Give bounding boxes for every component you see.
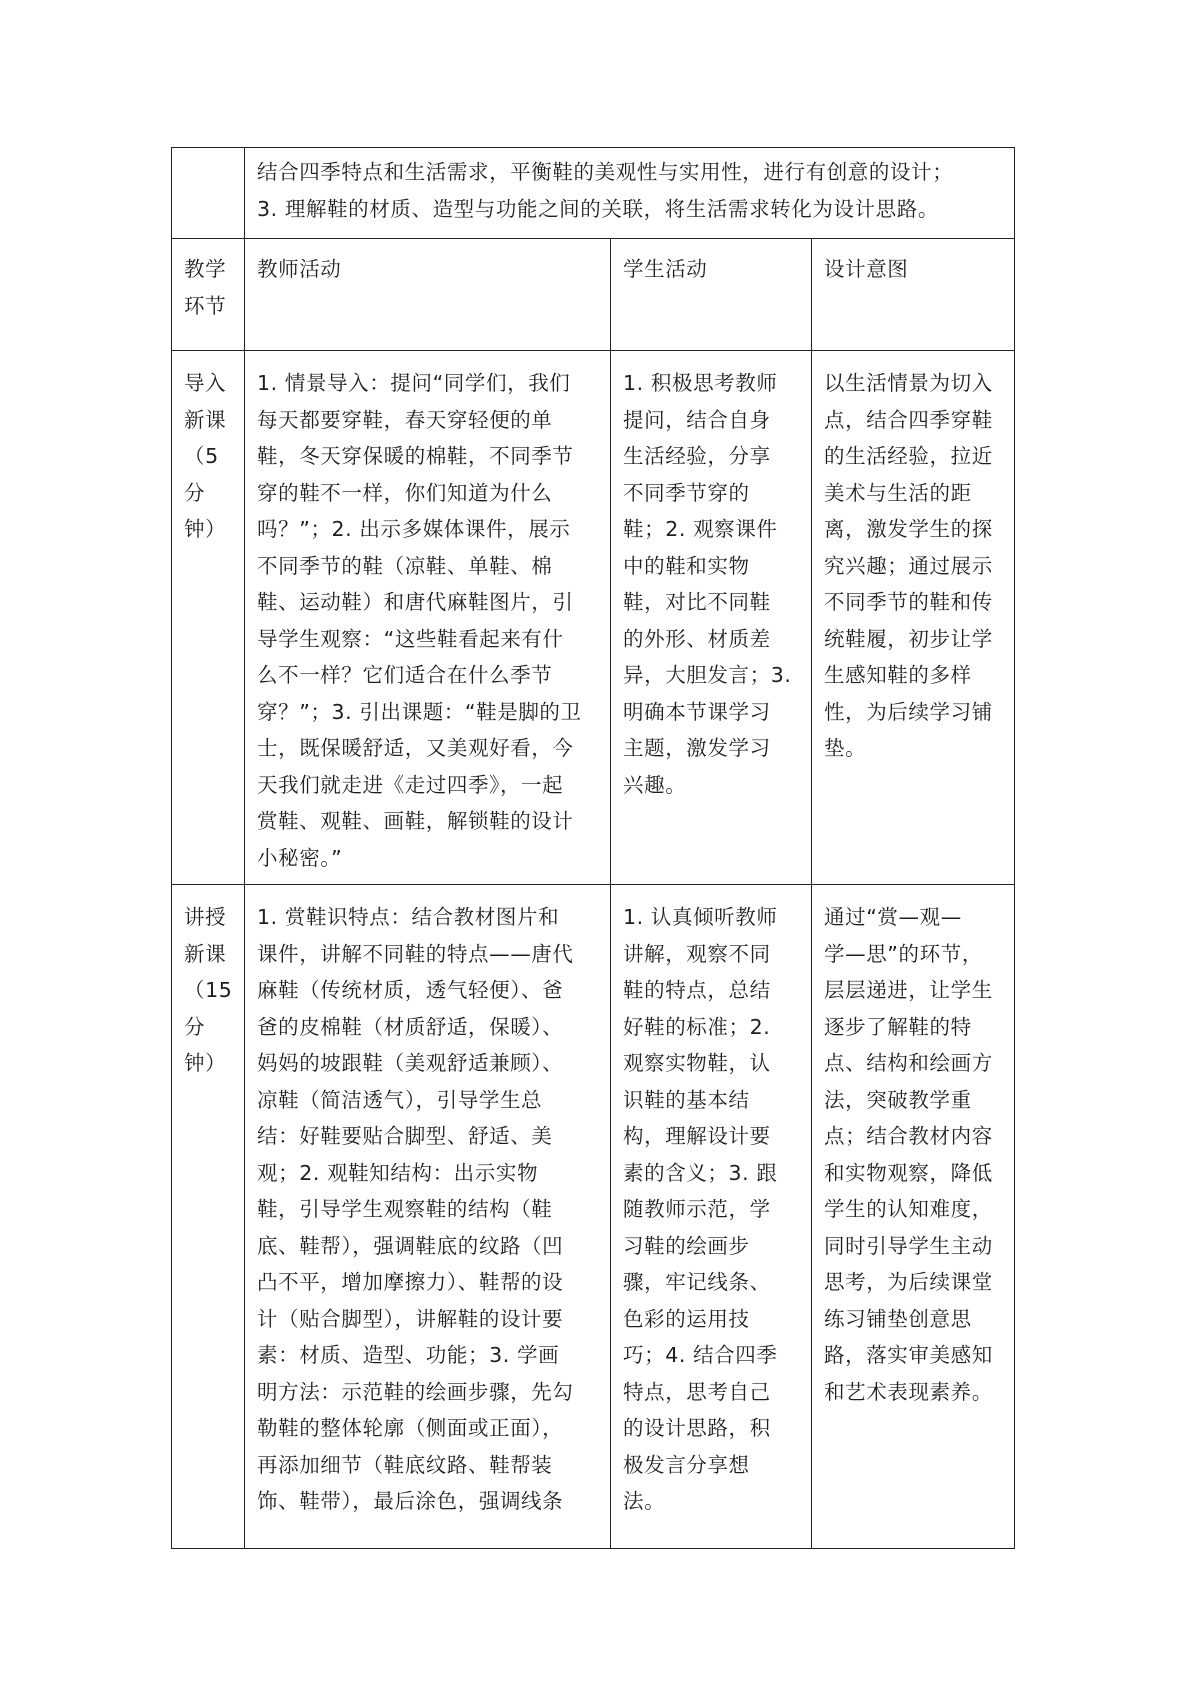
design-intent-line: 生感知鞋的多样 bbox=[824, 663, 972, 687]
student-activity-line: 鞋，对比不同鞋 bbox=[623, 590, 771, 614]
student-activity-line: 好鞋的标准；2. bbox=[623, 1014, 771, 1039]
design-intent-line: 层层递进，让学生 bbox=[824, 978, 993, 1002]
teacher-activity-line: 小秘密。” bbox=[257, 845, 343, 870]
design-intent-line: 逐步了解鞋的特 bbox=[824, 1014, 972, 1039]
student-activity-line: 讲解，观察不同 bbox=[623, 941, 771, 966]
teacher-activity-cell bbox=[245, 885, 611, 1549]
teacher-activity-line: 导学生观察：“这些鞋看起来有什 bbox=[257, 626, 564, 651]
stage-line: 钟） bbox=[184, 1051, 227, 1075]
design-intent-line: 通过“赏—观— bbox=[824, 905, 962, 929]
design-intent-cell bbox=[812, 885, 1015, 1549]
teacher-activity-line: 1. 情景导入：提问“同学们，我们 bbox=[257, 371, 571, 395]
student-activity-line: 1. 积极思考教师 bbox=[623, 371, 778, 395]
header-teacher-label: 教师活动 bbox=[257, 257, 342, 281]
student-activity-line: 提问，结合自身 bbox=[623, 407, 771, 432]
teacher-activity-line: 凉鞋（简洁透气），引导学生总 bbox=[257, 1087, 543, 1112]
design-intent-line: 和艺术表现素养。 bbox=[824, 1379, 993, 1404]
student-activity-line: 极发言分享想 bbox=[623, 1452, 750, 1477]
teacher-activity-line: 饰、鞋带），最后涂色，强调线条 bbox=[257, 1489, 564, 1513]
teacher-activity-line: 士，既保暖舒适，又美观好看，今 bbox=[257, 736, 574, 760]
lesson-plan-table bbox=[171, 147, 1015, 1549]
header-stage-line: 教学 bbox=[184, 257, 227, 281]
stage-line: 分 bbox=[184, 1014, 206, 1039]
student-activity-line: 鞋；2. 观察课件 bbox=[623, 517, 778, 541]
header-student-cell bbox=[611, 239, 812, 351]
teacher-activity-line: 吗？”；2. 出示多媒体课件，展示 bbox=[257, 517, 571, 541]
stage-line: 新课 bbox=[184, 407, 227, 432]
student-activity-line: 习鞋的绘画步 bbox=[623, 1233, 750, 1258]
teacher-activity-line: 鞋，冬天穿保暖的棉鞋，不同季节 bbox=[257, 444, 574, 468]
teacher-activity-line: 天我们就走进《走过四季》，一起 bbox=[257, 772, 564, 797]
header-student-label: 学生活动 bbox=[623, 257, 708, 281]
student-activity-line: 兴趣。 bbox=[623, 772, 687, 797]
student-activity-line: 法。 bbox=[623, 1489, 666, 1513]
design-intent-line: 的生活经验，拉近 bbox=[824, 444, 993, 468]
student-activity-line: 随教师示范，学 bbox=[623, 1197, 771, 1221]
design-intent-line: 同时引导学生主动 bbox=[824, 1233, 993, 1258]
teacher-activity-line: 观；2. 观鞋知结构：出示实物 bbox=[257, 1160, 539, 1185]
design-intent-line: 究兴趣；通过展示 bbox=[824, 553, 993, 578]
stage-line: 讲授 bbox=[184, 905, 227, 929]
design-intent-line: 思考，为后续课堂 bbox=[824, 1270, 993, 1294]
stage-line: （15 bbox=[184, 978, 233, 1002]
teacher-activity-cell bbox=[245, 351, 611, 885]
teacher-activity-line: 麻鞋（传统材质，透气轻便）、爸 bbox=[257, 978, 564, 1002]
student-activity-line: 生活经验，分享 bbox=[623, 444, 771, 468]
student-activity-line: 鞋的特点，总结 bbox=[623, 978, 771, 1002]
teacher-activity-line: 穿？”；3. 引出课题：“鞋是脚的卫 bbox=[257, 699, 582, 724]
student-activity-line: 的外形、材质差 bbox=[623, 626, 771, 651]
student-activity-cell bbox=[611, 351, 812, 885]
header-teacher-cell bbox=[245, 239, 611, 351]
teacher-activity-line: 课件，讲解不同鞋的特点——唐代 bbox=[257, 941, 574, 966]
student-activity-line: 1. 认真倾听教师 bbox=[623, 905, 778, 929]
teacher-activity-line: 赏鞋、观鞋、画鞋，解锁鞋的设计 bbox=[257, 809, 574, 833]
design-intent-line: 以生活情景为切入 bbox=[824, 371, 993, 395]
teacher-activity-line: 计（贴合脚型），讲解鞋的设计要 bbox=[257, 1306, 564, 1331]
student-activity-line: 的设计思路，积 bbox=[623, 1416, 771, 1440]
student-activity-line: 主题，激发学习 bbox=[623, 736, 771, 760]
student-activity-line: 构，理解设计要 bbox=[623, 1124, 771, 1148]
design-intent-line: 练习铺垫创意思 bbox=[824, 1306, 972, 1331]
design-intent-cell bbox=[812, 351, 1015, 885]
student-activity-line: 观察实物鞋，认 bbox=[623, 1051, 771, 1075]
teacher-activity-line: 妈妈的坡跟鞋（美观舒适兼顾）、 bbox=[257, 1051, 564, 1075]
teacher-activity-line: 勒鞋的整体轮廓（侧面或正面）， bbox=[257, 1416, 564, 1440]
stage-line: 新课 bbox=[184, 941, 227, 966]
design-intent-line: 点；结合教材内容 bbox=[824, 1124, 993, 1148]
design-intent-line: 点、结构和绘画方 bbox=[824, 1051, 993, 1075]
teacher-activity-line: 鞋、运动鞋）和唐代麻鞋图片，引 bbox=[257, 590, 574, 614]
header-intent-cell bbox=[812, 239, 1015, 351]
stage-cell bbox=[172, 885, 245, 1549]
design-intent-line: 离，激发学生的探 bbox=[824, 517, 993, 541]
teacher-activity-line: 结：好鞋要贴合脚型、舒适、美 bbox=[257, 1124, 553, 1148]
design-intent-line: 学—思”的环节， bbox=[824, 941, 983, 966]
teacher-activity-line: 爸的皮棉鞋（材质舒适，保暖）、 bbox=[257, 1014, 564, 1039]
student-activity-line: 异，大胆发言；3. bbox=[623, 663, 792, 687]
design-intent-line: 点，结合四季穿鞋 bbox=[824, 407, 993, 432]
design-intent-line: 统鞋履，初步让学 bbox=[824, 626, 993, 651]
student-activity-line: 不同季节穿的 bbox=[623, 480, 750, 505]
objectives-line: 结合四季特点和生活需求，平衡鞋的美观性与实用性，进行有创意的设计； bbox=[257, 160, 954, 184]
student-activity-cell bbox=[611, 885, 812, 1549]
student-activity-line: 明确本节课学习 bbox=[623, 699, 771, 724]
design-intent-line: 学生的认知难度， bbox=[824, 1197, 993, 1221]
stage-cell bbox=[172, 351, 245, 885]
stage-line: 钟） bbox=[184, 517, 227, 541]
student-activity-line: 巧；4. 结合四季 bbox=[623, 1343, 778, 1367]
header-intent-label: 设计意图 bbox=[824, 257, 909, 281]
teacher-activity-line: 明方法：示范鞋的绘画步骤，先勾 bbox=[257, 1379, 574, 1404]
teacher-activity-line: 穿的鞋不一样，你们知道为什么 bbox=[257, 480, 553, 505]
stage-line: 导入 bbox=[184, 371, 227, 395]
design-intent-line: 美术与生活的距 bbox=[824, 480, 972, 505]
teacher-activity-line: 不同季节的鞋（凉鞋、单鞋、棉 bbox=[257, 553, 553, 578]
student-activity-line: 中的鞋和实物 bbox=[623, 553, 750, 578]
header-stage-cell bbox=[172, 239, 245, 351]
objectives-stage-cell bbox=[172, 148, 245, 239]
student-activity-line: 特点，思考自己 bbox=[623, 1379, 771, 1404]
design-intent-line: 和实物观察，降低 bbox=[824, 1160, 993, 1185]
table-row-intro bbox=[172, 351, 1015, 885]
student-activity-line: 骤，牢记线条、 bbox=[623, 1270, 771, 1294]
teacher-activity-line: 再添加细节（鞋底纹路、鞋帮装 bbox=[257, 1452, 553, 1477]
header-stage-line: 环节 bbox=[184, 293, 227, 318]
objectives-line: 3. 理解鞋的材质、造型与功能之间的关联，将生活需求转化为设计思路。 bbox=[257, 196, 939, 221]
table-header-row bbox=[172, 239, 1015, 351]
teacher-activity-line: 鞋，引导学生观察鞋的结构（鞋 bbox=[257, 1197, 553, 1221]
teacher-activity-line: 素：材质、造型、功能；3. 学画 bbox=[257, 1343, 560, 1367]
design-intent-line: 垫。 bbox=[824, 736, 867, 760]
design-intent-line: 性，为后续学习铺 bbox=[824, 699, 993, 724]
objectives-cell bbox=[245, 148, 1015, 239]
teacher-activity-line: 1. 赏鞋识特点：结合教材图片和 bbox=[257, 905, 560, 929]
student-activity-line: 识鞋的基本结 bbox=[623, 1087, 750, 1112]
objectives-row bbox=[172, 148, 1015, 239]
table-row-teaching bbox=[172, 885, 1015, 1549]
teacher-activity-line: 每天都要穿鞋，春天穿轻便的单 bbox=[257, 407, 553, 432]
teacher-activity-line: 么不一样？它们适合在什么季节 bbox=[257, 663, 553, 687]
stage-line: 分 bbox=[184, 480, 206, 505]
teacher-activity-line: 凸不平，增加摩擦力）、鞋帮的设 bbox=[257, 1270, 564, 1294]
teacher-activity-line: 底、鞋帮），强调鞋底的纹路（凹 bbox=[257, 1233, 564, 1258]
design-intent-line: 法，突破教学重 bbox=[824, 1087, 972, 1112]
stage-line: （5 bbox=[184, 444, 219, 468]
student-activity-line: 色彩的运用技 bbox=[623, 1306, 750, 1331]
student-activity-line: 素的含义；3. 跟 bbox=[623, 1160, 778, 1185]
design-intent-line: 路，落实审美感知 bbox=[824, 1343, 993, 1367]
design-intent-line: 不同季节的鞋和传 bbox=[824, 590, 993, 614]
